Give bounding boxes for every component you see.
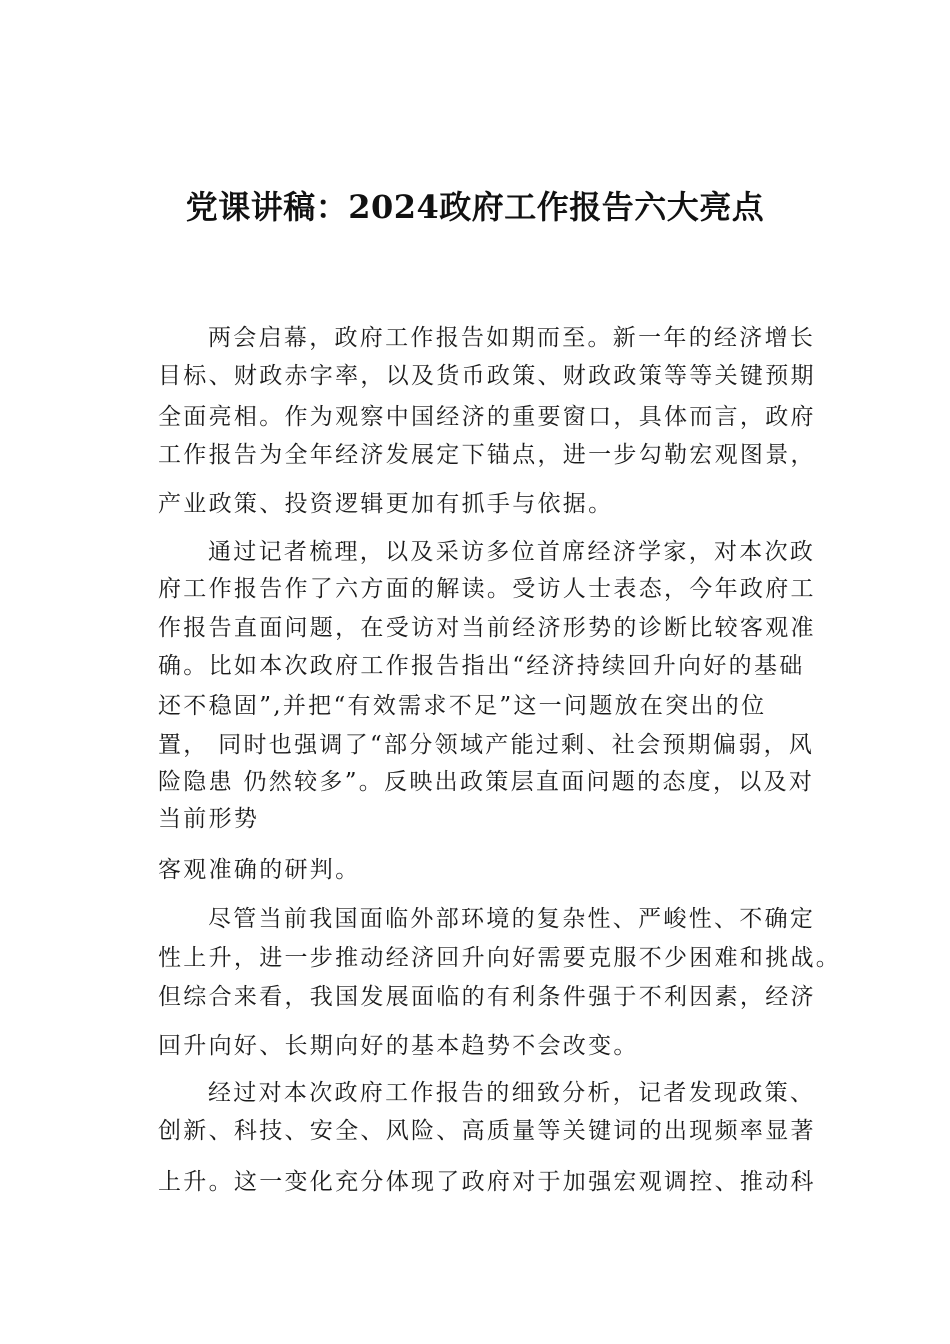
paragraph-2-line-3: 作报告直面问题，在受访对当前经济形势的诊断比较客观准: [158, 615, 816, 641]
paragraph-2-line-1: 通过记者梳理，以及采访多位首席经济学家，对本次政: [208, 539, 816, 565]
paragraph-3-line-3: 但综合来看，我国发展面临的有利条件强于不利因素，经济: [158, 984, 816, 1010]
paragraph-1-line-1: 两会启幕，政府工作报告如期而至。新一年的经济增长: [208, 325, 816, 351]
paragraph-1-line-2: 目标、财政赤字率，以及货币政策、财政政策等等关键预期: [158, 363, 816, 389]
paragraph-3-line-1: 尽管当前我国面临外部环境的复杂性、严峻性、不确定: [208, 906, 816, 932]
paragraph-3-line-4: 回升向好、长期向好的基本趋势不会改变。: [158, 1033, 639, 1059]
paragraph-4-line-2: 创新、科技、安全、风险、高质量等关键词的出现频率显著: [158, 1118, 816, 1144]
paragraph-4-line-3: 上升。这一变化充分体现了政府对于加强宏观调控、推动科: [158, 1169, 816, 1195]
paragraph-1-line-4: 工作报告为全年经济发展定下锚点，进一步勾勒宏观图景，: [158, 442, 816, 468]
document-title: 党课讲稿：2024政府工作报告六大亮点: [185, 188, 765, 226]
paragraph-3-line-2: 性上升，进一步推动经济回升向好需要克服不少困难和挑战。: [158, 945, 842, 971]
paragraph-2-line-6: 置， 同时也强调了“部分领域产能过剩、社会预期偏弱，风: [158, 732, 815, 758]
paragraph-2-line-5: 还不稳固”,并把“有效需求不足”这一问题放在突出的位: [158, 693, 767, 719]
paragraph-2-line-4: 确。比如本次政府工作报告指出“经济持续回升向好的基础: [158, 653, 805, 679]
paragraph-2-line-2: 府工作报告作了六方面的解读。受访人士表态，今年政府工: [158, 576, 816, 602]
paragraph-2-line-7: 险隐患 仍然较多”。反映出政策层直面问题的态度，以及对: [158, 769, 815, 795]
paragraph-1-line-3: 全面亮相。作为观察中国经济的重要窗口，具体而言，政府: [158, 404, 816, 430]
paragraph-4-line-1: 经过对本次政府工作报告的细致分析，记者发现政策、: [208, 1080, 816, 1106]
paragraph-2-line-9: 客观准确的研判。: [158, 857, 361, 883]
paragraph-2-line-8: 当前形势: [158, 806, 260, 832]
paragraph-1-line-5: 产业政策、投资逻辑更加有抓手与依据。: [158, 491, 614, 517]
